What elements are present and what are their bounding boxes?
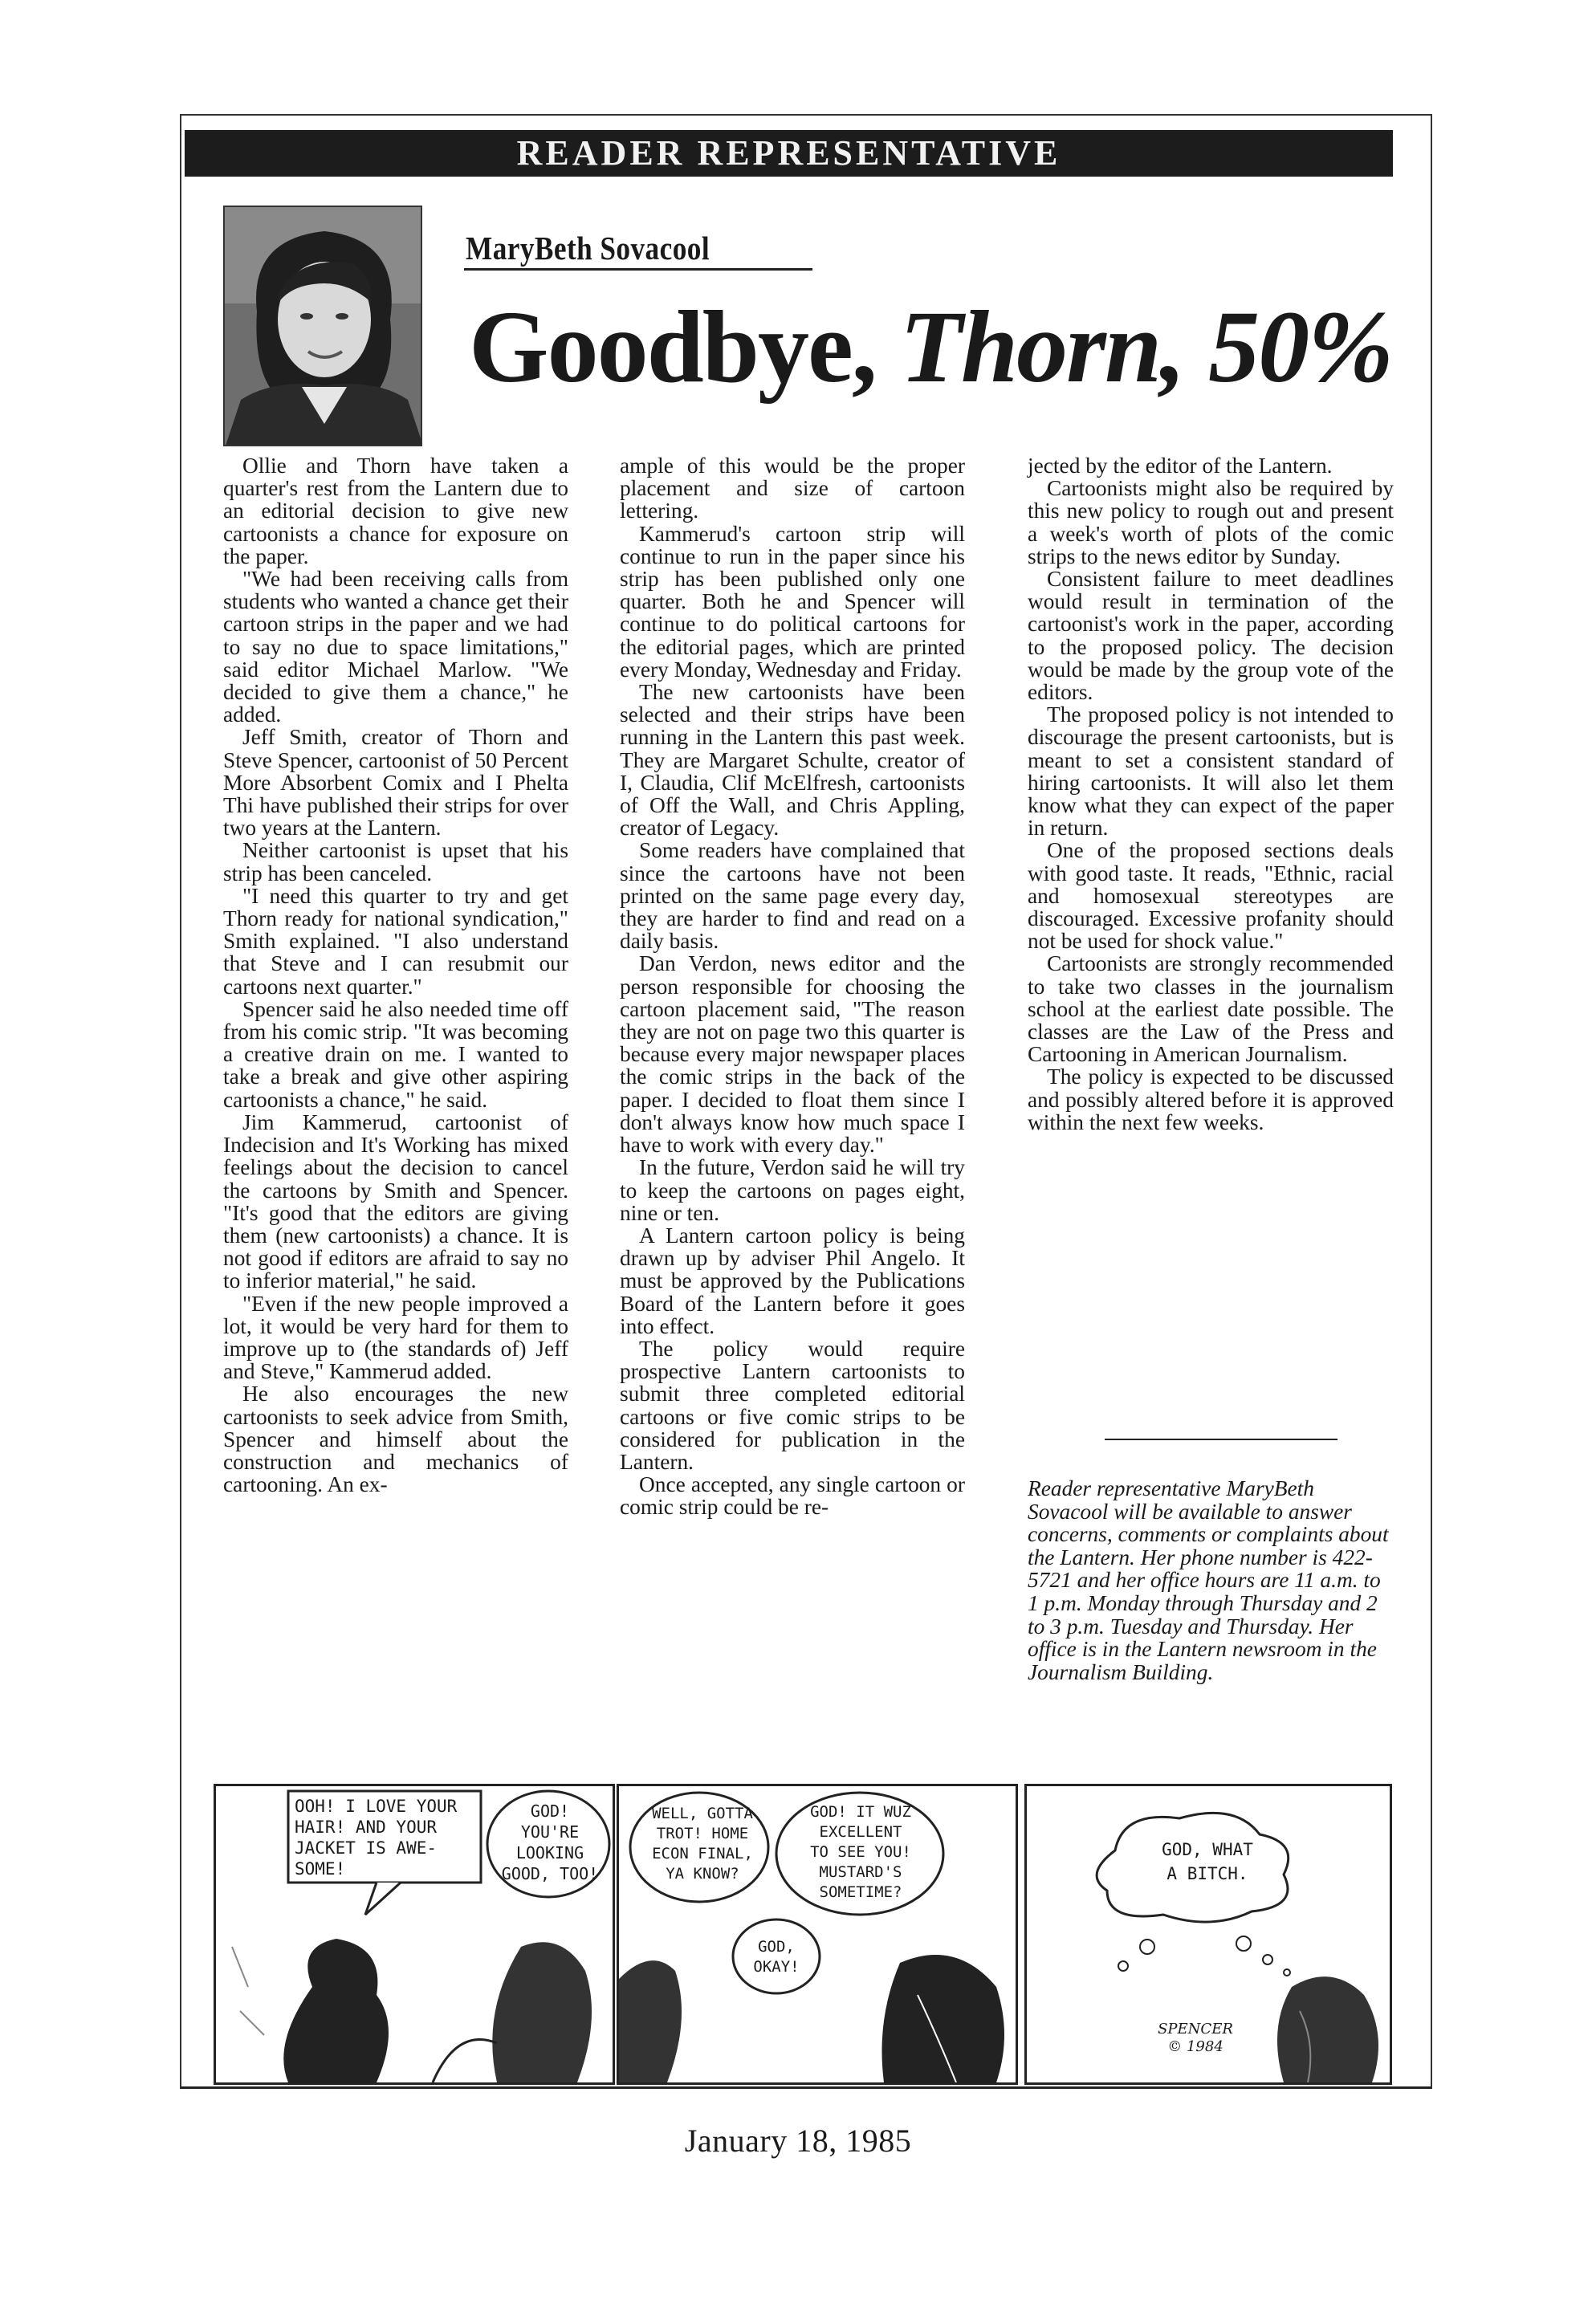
- speech-line: GOD! IT WUZ: [810, 1803, 911, 1821]
- paragraph: Ollie and Thorn have taken a quarter's rest from the Lantern due to an editorial decision to give new cartoonists a chance for exposure on the paper.: [223, 454, 568, 568]
- byline-rule: [464, 268, 812, 271]
- paragraph: Kammerud's cartoon strip will continue to run in the paper since his strip has been published only one quarter. Both he and Spencer will continue to do political cartoons for the editorial pages, which are printed every Monday, Wednesday and Friday.: [620, 521, 965, 682]
- speech-line: MUSTARD'S: [819, 1863, 902, 1881]
- paragraph: Neither cartoonist is upset that his strip has been canceled.: [223, 838, 568, 885]
- speech-line: TROT! HOME: [656, 1825, 749, 1842]
- speech-line: TO SEE YOU!: [810, 1843, 911, 1861]
- paragraph: ample of this would be the proper placement and size of cartoon lettering.: [620, 454, 965, 523]
- thought-line: GOD, WHAT: [1162, 1840, 1253, 1859]
- paragraph: Cartoonists might also be required by this new policy to rough out and present a week's worth of plots of the comic strips to the news editor by Sunday.: [1028, 476, 1394, 568]
- headline-part1: Goodbye,: [469, 290, 900, 404]
- paragraph: In the future, Verdon said he will try to keep the cartoons on pages eight, nine or ten.: [620, 1155, 965, 1225]
- article-column-1: [223, 454, 568, 1496]
- speech-line: YOU'RE: [520, 1822, 580, 1842]
- speech-line: OOH! I LOVE YOUR: [295, 1797, 458, 1816]
- speech-line: HAIR! AND YOUR: [295, 1818, 438, 1837]
- paragraph: Consistent failure to meet deadlines would result in termination of the cartoonist's work in the paper, according to the proposed policy. The decision would be made by the group vote of the editors.: [1028, 567, 1394, 705]
- section-banner: READER REPRESENTATIVE: [185, 130, 1393, 177]
- byline: MaryBeth Sovacool: [466, 230, 710, 267]
- paragraph: Spencer said he also needed time off from his comic strip. "It was becoming a creative drain on me. I wanted to take a break and give other aspiring cartoonists a chance," he said.: [223, 996, 568, 1112]
- headline: [469, 290, 1392, 404]
- page-date: January 18, 1985: [684, 2123, 912, 2159]
- paragraph: Jeff Smith, creator of Thorn and Steve Spencer, cartoonist of 50 Percent More Absorbent Comix and I Phelta Thi have published their strips for over two years at the Lantern.: [223, 725, 568, 841]
- comic-strip: [214, 1784, 1394, 2085]
- comic-panel-3: [1024, 1784, 1392, 2085]
- speech-line: GOOD, TOO!: [501, 1864, 599, 1883]
- speech-line: OKAY!: [753, 1958, 800, 1976]
- reader-rep-note: Reader representative MaryBeth Sovacool will be available to answer concerns, comments or complaints about the Lantern. Her phone number is 422-5721 and her office hours are 11 a.m. to 1 p.m. Monday through Thursday and 2 to 3 p.m. Tuesday and Thursday. Her office is in the Lantern newsroom in the Journalism Building.: [1028, 1476, 1389, 1684]
- speech-line: ECON FINAL,: [652, 1845, 753, 1862]
- paragraph: Once accepted, any single cartoon or comic strip could be re-: [620, 1472, 965, 1520]
- paragraph: The policy would require prospective Lantern cartoonists to submit three completed editorial cartoons or five comic strips to be considered for publication in the Lantern.: [620, 1336, 965, 1474]
- paragraph: One of the proposed sections deals with good taste. It reads, "Ethnic, racial and homosexual stereotypes are discouraged. Excessive profanity should not be used for shock value.": [1028, 838, 1394, 954]
- speech-line: LOOKING: [515, 1843, 584, 1862]
- thought-line: A BITCH.: [1166, 1864, 1248, 1883]
- speech-line: WELL, GOTTA: [652, 1805, 753, 1822]
- paragraph: He also encourages the new cartoonists to seek advice from Smith, Spencer and himself about the construction and mechanics of cartooning. An ex-: [223, 1382, 568, 1497]
- paragraph: Dan Verdon, news editor and the person responsible for choosing the cartoon placement said, "The reason they are not on page two this quarter is because every major newspaper places the comic strips in the back of the paper. I decided to float them since I don't always know how much space I have to work with every day.": [620, 951, 965, 1158]
- headline-part2: Thorn, 50%: [899, 290, 1392, 404]
- paragraph: Cartoonists are strongly recommended to take two classes in the journalism school at the earliest date possible. The classes are the Law of the Press and Cartooning in American Journalism.: [1028, 951, 1394, 1067]
- article-column-3: [1028, 454, 1394, 1134]
- speech-line: GOD,: [758, 1938, 795, 1956]
- comic-panel-2: [617, 1784, 1018, 2085]
- speech-line: JACKET IS AWE-: [295, 1838, 438, 1858]
- paragraph: "Even if the new people improved a lot, it would be very hard for them to improve up to (the standards of) Jeff and Steve," Kammerud added.: [223, 1291, 568, 1384]
- copyright-year: © 1984: [1167, 2038, 1223, 2055]
- paragraph: "I need this quarter to try and get Thorn ready for national syndication," Smith explained. "I also understand that Steve and I can resubmit our cartoons next quarter.": [223, 883, 568, 999]
- paragraph: "We had been receiving calls from students who wanted a chance get their cartoon strips in the paper and we had to say no due to space limitations," said editor Michael Marlow. "We decided to give them a chance," he added.: [223, 567, 568, 727]
- paragraph: The policy is expected to be discussed and possibly altered before it is approved within the next few weeks.: [1028, 1065, 1394, 1134]
- paragraph: The proposed policy is not intended to discourage the present cartoonists, but is meant to set a consistent standard of hiring cartoonists. It will also let them know what they can expect of the paper in return.: [1028, 702, 1394, 841]
- speech-line: GOD!: [530, 1801, 570, 1821]
- speech-line: YA KNOW?: [666, 1865, 739, 1883]
- paragraph: The new cartoonists have been selected and their strips have been running in the Lantern this past week. They are Margaret Schulte, creator of I, Claudia, Clif McElfresh, cartoonists of Off the Wall, and Chris Appling, creator of Legacy.: [620, 680, 965, 841]
- paragraph: Jim Kammerud, cartoonist of Indecision and It's Working has mixed feelings about the decision to cancel the cartoons by Smith and Spencer. "It's good that the editors are giving them (new cartoonists) a chance. It is not good if editors are afraid to say no to inferior material," he said.: [223, 1109, 568, 1293]
- speech-line: EXCELLENT: [819, 1823, 902, 1841]
- paragraph: jected by the editor of the Lantern.: [1028, 454, 1333, 478]
- author-photo: [223, 206, 422, 446]
- separator-rule: [1105, 1439, 1337, 1440]
- cartoonist-signature: SPENCER: [1158, 2021, 1233, 2037]
- paragraph: Some readers have complained that since the cartoons have not been printed on the same page every day, they are harder to find and read on a daily basis.: [620, 838, 965, 954]
- paragraph: A Lantern cartoon policy is being drawn up by adviser Phil Angelo. It must be approved by the Publications Board of the Lantern before it goes into effect.: [620, 1223, 965, 1338]
- speech-line: SOME!: [295, 1859, 346, 1879]
- speech-line: SOMETIME?: [819, 1883, 902, 1901]
- comic-panel-1: [214, 1784, 615, 2085]
- article-column-2: [620, 454, 965, 1519]
